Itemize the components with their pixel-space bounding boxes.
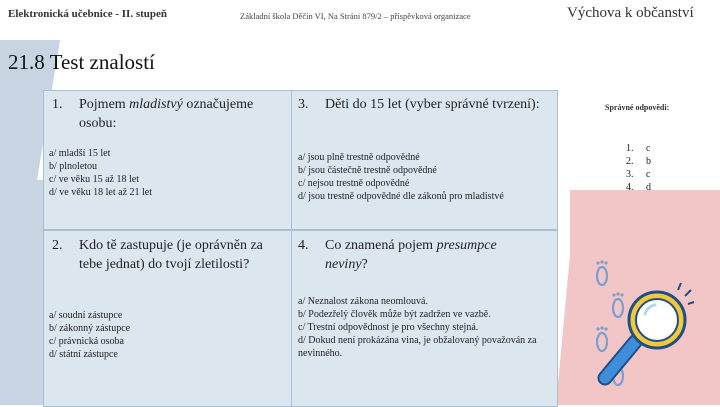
header-center: Základní škola Děčín VI, Na Stráni 879/2 – příspěvková organizace <box>240 11 471 21</box>
answer-item: 3. c <box>626 169 651 180</box>
option[interactable]: d/ jsou trestně odpovědné dle zákonů pro mladistvé <box>298 191 504 202</box>
question-box-4 <box>291 230 558 407</box>
option[interactable]: b/ zákonný zástupce <box>49 323 131 334</box>
question-2-number: 2. <box>52 238 63 253</box>
option[interactable]: a/ Neznalost zákona neomlouvá. <box>298 296 428 307</box>
option[interactable]: b/ plnoletou <box>49 161 98 172</box>
answers-title: Správné odpovědi: <box>605 103 670 112</box>
page-title: 21.8 Test znalostí <box>8 50 155 74</box>
header-left: Elektronická učebnice - II. stupeň <box>8 8 168 20</box>
option[interactable]: d/ ve věku 18 let až 21 let <box>49 187 153 198</box>
option[interactable]: a/ jsou plně trestně odpovědné <box>298 152 420 163</box>
option[interactable]: c/ ve věku 15 až 18 let <box>49 174 139 185</box>
option[interactable]: d/ státní zástupce <box>49 349 118 360</box>
option[interactable]: a/ mladší 15 let <box>49 148 111 159</box>
option[interactable]: b/ jsou částečně trestně odpovědné <box>298 165 437 176</box>
question-3-options <box>298 151 504 203</box>
option[interactable]: d/ Dokud není prokázána vina, je obžalovaný považován za nevinného. <box>298 335 537 359</box>
question-1-options <box>49 147 152 199</box>
question-4-text: Co znamená pojem presumpce neviny? <box>325 238 497 272</box>
option[interactable]: b/ Podezřelý člověk může být zadržen ve vazbě. <box>298 309 491 320</box>
question-4-number: 4. <box>298 238 309 253</box>
answer-item: 1. c <box>626 143 651 154</box>
question-2-text: Kdo tě zastupuje (je oprávněn za tebe jednat) do tvojí zletilosti? <box>79 238 263 272</box>
question-1-number: 1. <box>52 97 63 112</box>
option[interactable]: c/ Trestní odpovědnost je pro všechny stejná. <box>298 322 479 333</box>
option[interactable]: a/ soudní zástupce <box>49 310 123 321</box>
option[interactable]: c/ nejsou trestně odpovědné <box>298 178 410 189</box>
question-box-3 <box>291 90 558 230</box>
question-box-2 <box>43 230 292 407</box>
background-left-band <box>0 180 48 405</box>
answer-item: 4. d <box>626 182 651 193</box>
magnifying-glass-icon <box>585 280 695 395</box>
question-3-number: 3. <box>298 97 309 112</box>
header-right: Výchova k občanství <box>567 5 694 21</box>
header-bar <box>0 0 720 32</box>
option[interactable]: c/ právnická osoba <box>49 336 124 347</box>
question-3-text: Děti do 15 let (vyber správné tvrzení): <box>325 97 540 112</box>
question-1-text: Pojmem mladistvý označujeme osobu: <box>79 97 254 131</box>
answers-list <box>626 142 666 194</box>
question-box-1 <box>43 90 292 230</box>
answer-item: 2. b <box>626 156 651 167</box>
question-4-options <box>298 295 538 360</box>
question-2-options <box>49 309 130 361</box>
